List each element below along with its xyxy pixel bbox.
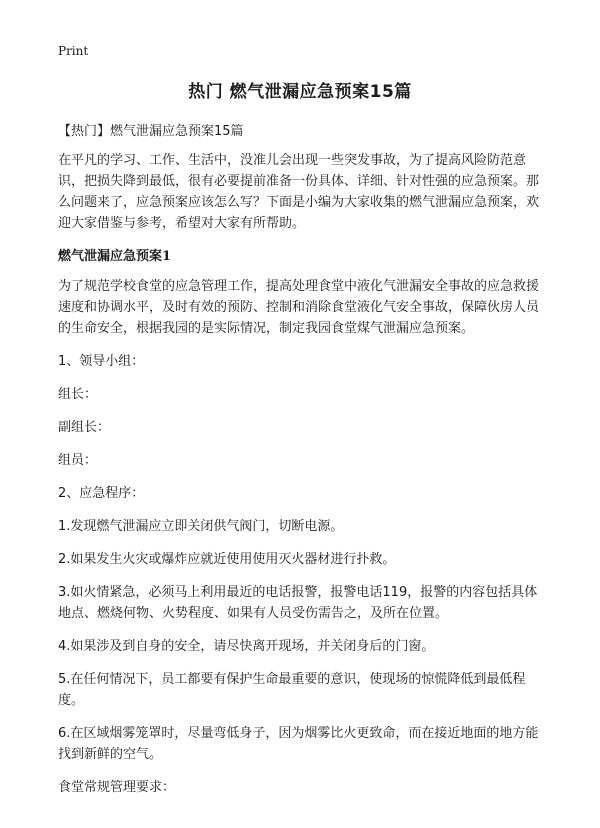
print-link[interactable]: Print	[58, 44, 89, 58]
list-item: 副组长：	[58, 420, 111, 435]
intro-paragraph: 在平凡的学习、工作、生活中，没准儿会出现一些突发事故，为了提高风险防范意识，把损失降到最低，很有必要提前准备一份具体、详细、针对性强的应急预案。那么问题来了，应急预案应该怎么写？下面是小编为大家收集的燃气泄漏应急预案，欢迎大家借鉴与参考，希望对大家有所帮助。	[58, 153, 540, 231]
list-item: 组长：	[58, 387, 98, 402]
list-item: 3.如火情紧急，必须马上利用最近的电话报警，报警电话119，报警的内容包括具体地点、燃烧何物、火势程度、如果有人员受伤需告之，及所在位置。	[58, 585, 538, 621]
section-heading: 燃气泄漏应急预案1	[58, 249, 172, 264]
list-item: 5.在任何情况下，员工都要有保护生命最重要的意识，使现场的惊慌降低到最低程度。	[58, 672, 526, 708]
list-item: 1、领导小组：	[58, 354, 145, 369]
list-item: 1.发现燃气泄漏应立即关闭供气阀门，切断电源。	[58, 519, 344, 534]
page-title: 热门 燃气泄漏应急预案15篇	[188, 82, 412, 102]
list-item: 6.在区域烟雾笼罩时，尽量弯低身子，因为烟雾比火更致命，而在接近地面的地方能找到新鲜的空气。	[58, 726, 539, 762]
document-body	[58, 121, 548, 810]
list-item: 食堂常规管理要求：	[58, 780, 176, 795]
list-item: 2、应急程序：	[58, 486, 145, 501]
list-item: 2.如果发生火灾或爆炸应就近使用使用灭火器材进行扑救。	[58, 552, 396, 567]
section-intro-paragraph: 为了规范学校食堂的应急管理工作，提高处理食堂中液化气泄漏安全事故的应急救援速度和协调水平，及时有效的预防、控制和消除食堂液化气安全事故，保障伙房人员的生命安全，根据我园的是实际情况，制定我园食堂煤气泄漏应急预案。	[58, 279, 540, 336]
document-subtitle: 【热门】燃气泄漏应急预案15篇	[58, 124, 244, 139]
list-item: 4.如果涉及到自身的安全，请尽快离开现场，并关闭身后的门窗。	[58, 639, 435, 654]
list-item: 组员：	[58, 453, 98, 468]
